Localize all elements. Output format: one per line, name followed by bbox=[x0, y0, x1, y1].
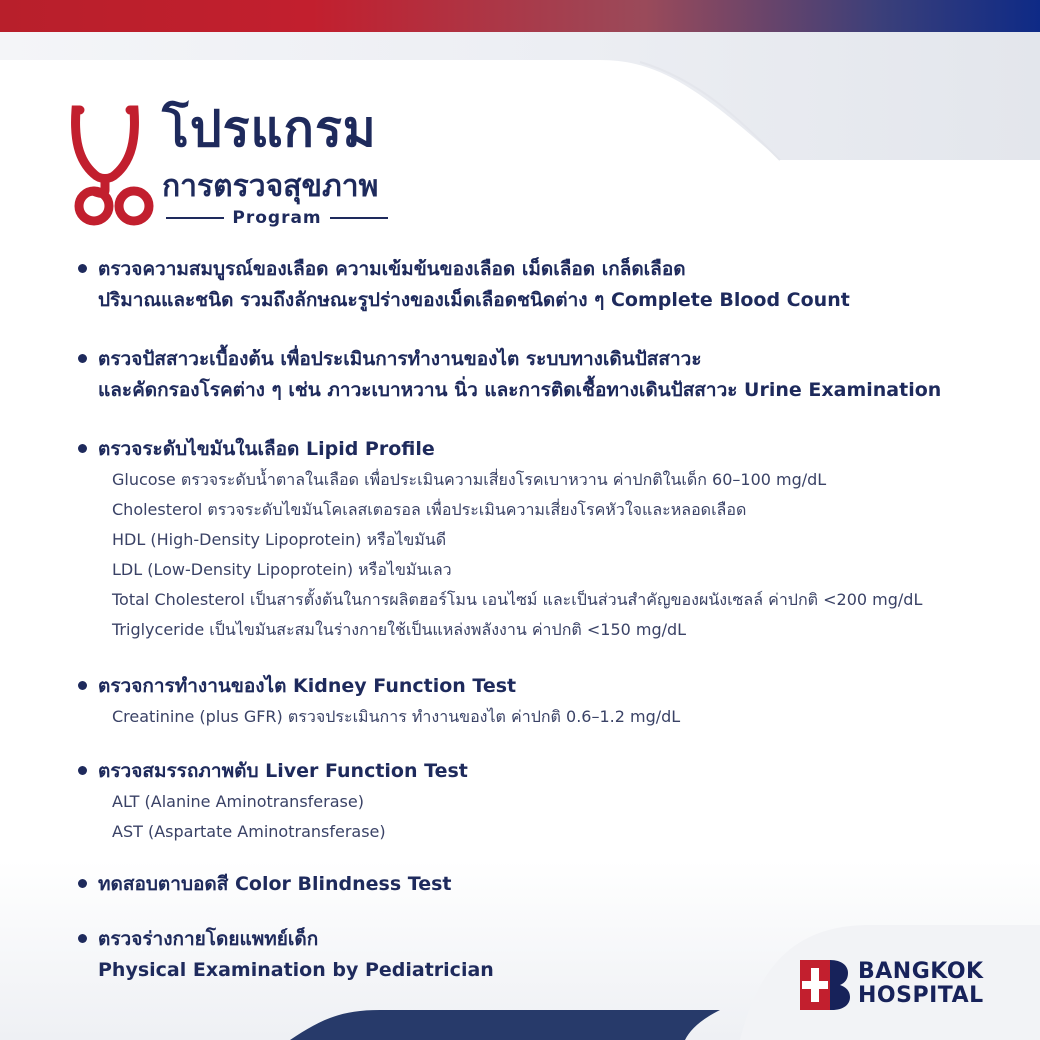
list-item bbox=[78, 254, 978, 316]
item-detail: HDL (High-Density Lipoprotein) หรือไขมันดี bbox=[112, 530, 447, 549]
hospital-cross-logo-icon bbox=[800, 960, 850, 1010]
item-detail: Triglyceride เป็นไขมันสะสมในร่างกายใช้เป็นแหล่งพลังงาน ค่าปกติ <150 mg/dL bbox=[112, 620, 687, 639]
list-item bbox=[78, 756, 978, 847]
logo-line-2: HOSPITAL bbox=[858, 983, 984, 1008]
bullet-icon bbox=[78, 264, 87, 273]
checkup-list bbox=[78, 254, 978, 986]
list-item bbox=[78, 869, 978, 900]
item-detail: Creatinine (plus GFR) ตรวจประเมินการ ทำงานของไต ค่าปกติ 0.6–1.2 mg/dL bbox=[112, 707, 681, 726]
item-detail: AST (Aspartate Aminotransferase) bbox=[112, 822, 386, 841]
logo-line-1: BANGKOK bbox=[858, 959, 984, 984]
item-heading: ตรวจสมรรถภาพตับ Liver Function Test bbox=[98, 760, 468, 782]
item-detail: Glucose ตรวจระดับน้ำตาลในเลือด เพื่อประเมินความเสี่ยงโรคเบาหวาน ค่าปกติในเด็ก 60–100 mg/dL bbox=[112, 470, 827, 489]
program-label: Program bbox=[232, 208, 322, 228]
bullet-icon bbox=[78, 766, 87, 775]
item-heading: ปริมาณและชนิด รวมถึงลักษณะรูปร่างของเม็ดเลือดชนิดต่าง ๆ Complete Blood Count bbox=[98, 289, 850, 311]
divider bbox=[330, 217, 388, 219]
divider bbox=[166, 217, 224, 219]
item-heading: ทดสอบตาบอดสี Color Blindness Test bbox=[98, 873, 452, 895]
item-heading: ตรวจระดับไขมันในเลือด Lipid Profile bbox=[98, 438, 435, 460]
list-item bbox=[78, 434, 978, 645]
page-title: โปรแกรม bbox=[162, 100, 377, 158]
item-detail: LDL (Low-Density Lipoprotein) หรือไขมันเลว bbox=[112, 560, 452, 579]
bullet-icon bbox=[78, 681, 87, 690]
bullet-icon bbox=[78, 879, 87, 888]
item-detail: Cholesterol ตรวจระดับไขมันโคเลสเตอรอล เพื่อประเมินความเสี่ยงโรคหัวใจและหลอดเลือด bbox=[112, 500, 747, 519]
bangkok-hospital-logo bbox=[800, 958, 1010, 1012]
stethoscope-icon bbox=[70, 98, 158, 228]
item-detail: ALT (Alanine Aminotransferase) bbox=[112, 792, 364, 811]
program-label-row bbox=[166, 208, 388, 228]
item-heading: ตรวจการทำงานของไต Kidney Function Test bbox=[98, 675, 517, 697]
program-header bbox=[70, 98, 410, 232]
bullet-icon bbox=[78, 934, 87, 943]
item-detail: Total Cholesterol เป็นสารตั้งต้นในการผลิตฮอร์โมน เอนไซม์ และเป็นส่วนสำคัญของผนังเซลล์ ค่าปกติ <200 mg/dL bbox=[112, 590, 923, 609]
bullet-icon bbox=[78, 444, 87, 453]
item-heading: และคัดกรองโรคต่าง ๆ เช่น ภาวะเบาหวาน นิ่ว และการติดเชื้อทางเดินปัสสาวะ Urine Examination bbox=[98, 379, 942, 401]
item-heading: Physical Examination by Pediatrician bbox=[98, 959, 494, 981]
item-heading: ตรวจความสมบูรณ์ของเลือด ความเข้มข้นของเลือด เม็ดเลือด เกล็ดเลือด bbox=[98, 258, 686, 280]
bullet-icon bbox=[78, 354, 87, 363]
item-heading: ตรวจปัสสาวะเบื้องต้น เพื่อประเมินการทำงานของไต ระบบทางเดินปัสสาวะ bbox=[98, 348, 702, 370]
list-item bbox=[78, 344, 978, 406]
list-item bbox=[78, 671, 978, 732]
logo-wordmark bbox=[858, 960, 984, 1008]
item-heading: ตรวจร่างกายโดยแพทย์เด็ก bbox=[98, 928, 319, 950]
page-subtitle: การตรวจสุขภาพ bbox=[162, 169, 379, 204]
